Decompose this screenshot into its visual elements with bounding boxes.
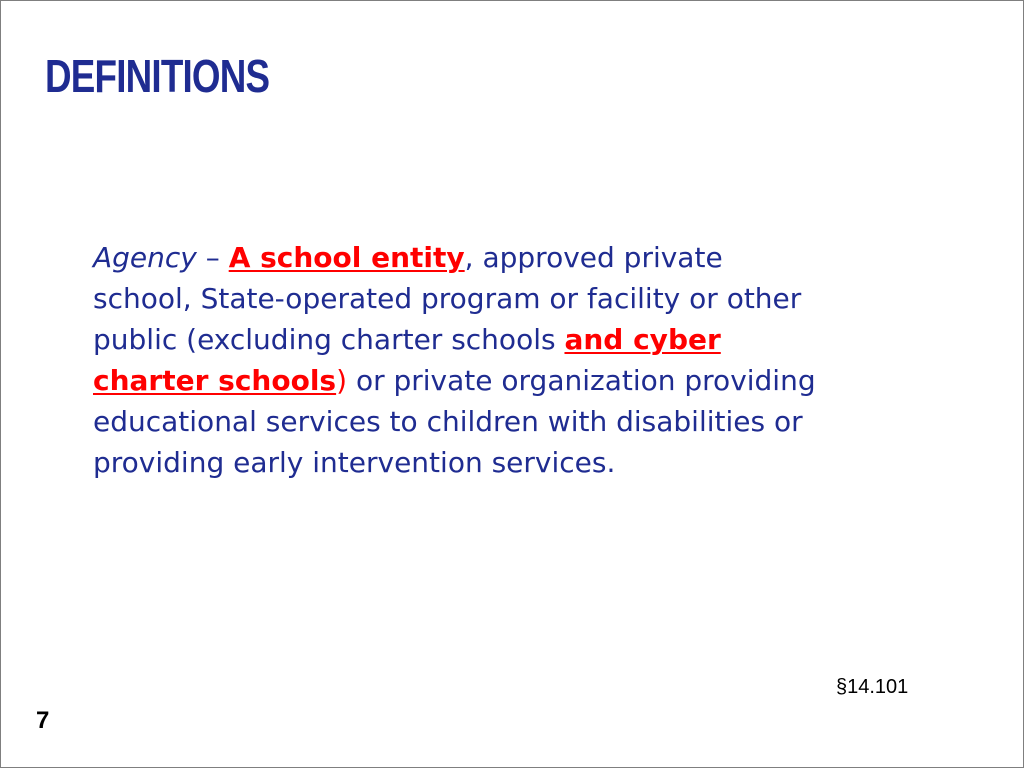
highlight-school-entity: A school entity: [228, 241, 465, 274]
definition-line-6: providing early intervention services.: [93, 446, 616, 479]
highlight-and-cyber: and cyber: [564, 323, 721, 356]
definition-line-4: [93, 360, 993, 401]
definition-term: Agency: [93, 241, 197, 274]
citation: §14.101: [836, 676, 909, 698]
close-paren: ): [336, 364, 348, 397]
definition-line-3-text: public (excluding charter schools: [93, 323, 565, 356]
definition-line-1: [93, 237, 993, 278]
definition-line-1-rest: , approved private: [464, 241, 723, 274]
highlight-charter-schools: charter schools: [93, 364, 337, 397]
definition-line-2: school, State-operated program or facility or other: [93, 282, 802, 315]
definition-paragraph: [93, 237, 993, 483]
definition-line-5: educational services to children with disabilities or: [93, 405, 803, 438]
definition-line-3: [93, 319, 993, 360]
definition-dash: –: [196, 241, 229, 274]
page-number: 7: [36, 707, 50, 734]
slide-title: DEFINITIONS: [45, 50, 270, 102]
definition-line-4-rest: or private organization providing: [347, 364, 816, 397]
